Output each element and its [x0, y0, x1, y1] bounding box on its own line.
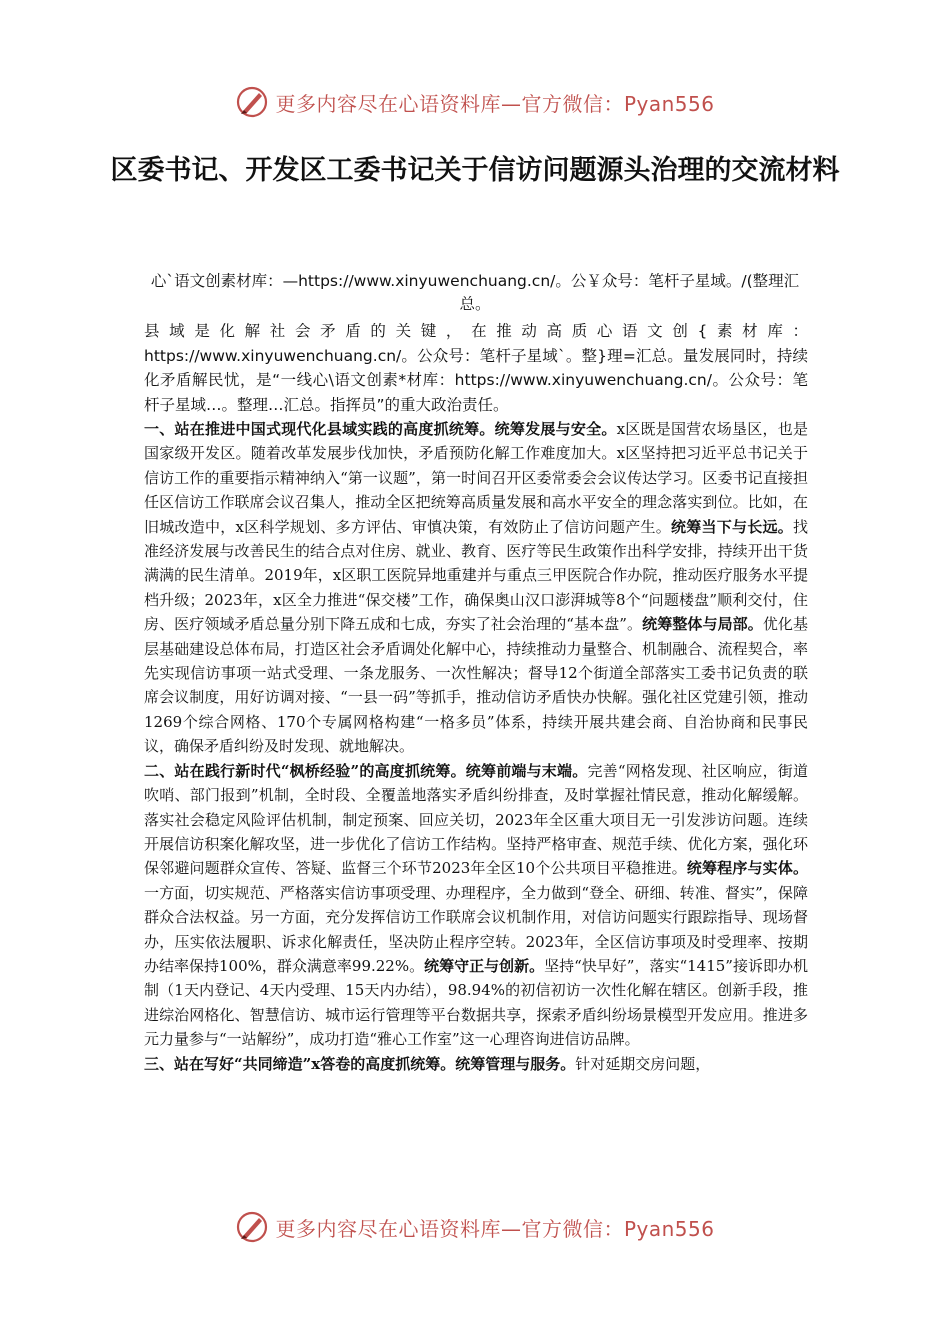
banner-text: 更多内容尽在心语资料库—官方微信：Pyan556 [275, 91, 715, 116]
paragraph-text: 找准经济发展与改善民生的结合点对住房、就业、教育、医疗等民生政策作出科学安排，持续开出干货满满的民生清单。2019年，x区职工医院异地重建并与重点三甲医院合作办院，推动医疗服务水平提档升级；2023年，x区全力推进“保交楼”工作，确保奥山汉口澎湃城等8个“问题楼盘”顺利交付，住房、医疗领域矛盾总量分别下降五成和七成，夯实了社会治理的“基本盘”。 [144, 517, 808, 634]
paragraph-text: 完善“网格发现、社区响应，街道吹哨、部门报到”机制，全时段、全覆盖地落实矛盾纠纷排查，及时掌握社情民意，推动化解缓解。落实社会稳定风险评估机制，制定预案、回应关切，2023年全区重大项目无一引发涉访问题。连续开展信访积案化解攻坚，进一步优化了信访工作结构。坚持严格审查、规范手续、优化方案，强化环保邻避问题群众宣传、答疑、监督三个环节2023年全区10个公共项目平稳推进。 [144, 761, 808, 878]
paragraph-text: x区既是国营农场垦区，也是国家级开发区。随着改革发展步伐加快，矛盾预防化解工作难度加大。x区坚持把习近平总书记关于信访工作的重要指示精神纳入“第一议题”，第一时间召开区委常委会会议传达学习。区委书记直接担任区信访工作联席会议召集人，推动全区把统筹高质量发展和高水平安全的理念落实到位。比如，在旧城改造中，x区科学规划、多方评估、审慎决策，有效防止了信访问题产生。 [144, 420, 808, 536]
footer-banner [0, 1207, 950, 1247]
subsection-heading: 统筹整体与局部。 [642, 615, 763, 634]
document-body [144, 319, 808, 1076]
section-heading: 二、站在践行新时代“枫桥经验”的高度抓统筹。 [144, 761, 466, 780]
subsection-heading: 统筹发展与安全。 [494, 420, 617, 438]
paragraph-text: 针对延期交房问题， [575, 1054, 711, 1073]
subsection-heading: 统筹前端与末端。 [465, 761, 588, 780]
pen-logo-icon [235, 1210, 269, 1244]
paragraph-text: 一方面，切实规范、严格落实信访事项受理、办理程序，全力做到“登全、研细、转准、督实”，保障群众合法权益。另一方面，充分发挥信访工作联席会议机制作用，对信访问题实行跟踪指导、现场督办，压实依法履职、诉求化解责任，坚决防止程序空转。2023年，全区信访事项及时受理率、按期办结率保持100%，群众满意率99.22%。 [144, 883, 808, 975]
section-paragraph [144, 1052, 808, 1076]
pen-logo-icon [235, 85, 269, 119]
section-paragraph [144, 417, 808, 759]
banner-text: 更多内容尽在心语资料库—官方微信：Pyan556 [275, 1216, 715, 1241]
paragraph-text: 优化基层基础建设总体布局，打造区社会矛盾调处化解中心，持续推动力量整合、机制融合、流程契合，率先实现信访事项一站式受理、一条龙服务、一次性解决；督导12个街道全部落实工委书记负责的联席会议制度，用好访调对接、“一县一码”等抓手，推动信访矛盾快办快解。强化社区党建引领，推动1269个综合网格、170个专属网格构建“一格多员”体系，持续开展共建会商、自治协商和民事民议，确保矛盾纠纷及时发现、就地解决。 [144, 615, 808, 756]
intro-paragraph: 县域是化解社会矛盾的关键，在推动高质心语文创{素材库：https://www.xinyuwenchuang.cn/。公众号：笔杆子星域`。整}理=汇总。量发展同时，持续化矛盾解民忧，是“一线心\语文创素*材库：https://www.xinyuwenchuang.cn/。公众号：笔杆子星域…。整理…汇总。指挥员”的重大政治责任。 [144, 322, 808, 414]
subsection-heading: 统筹当下与长远。 [671, 517, 793, 536]
section-paragraph [144, 759, 808, 1052]
subsection-heading: 统筹程序与实体。 [686, 859, 808, 878]
subsection-heading: 统筹守正与创新。 [424, 956, 545, 975]
subsection-heading: 统筹管理与服务。 [455, 1054, 576, 1073]
section-heading: 三、站在写好“共同缔造”x答卷的高度抓统筹。 [144, 1054, 456, 1073]
paragraph-text: 坚持“快早好”，落实“1415”接诉即办机制（1天内登记、4天内受理、15天内办结），98.94%的初信初访一次性化解在辖区。创新手段，推进综治网格化、智慧信访、城市运行管理等平台数据共享，探索矛盾纠纷场景模型开发应用。推进多元力量参与“一站解纷”，成功打造“雅心工作室”这一心理咨询进信访品牌。 [144, 956, 808, 1049]
source-line: 心`语文创素材库：—https://www.xinyuwenchuang.cn/。公￥众号：笔杆子星域。/(整理汇总。 [150, 272, 800, 313]
page-title: 区委书记、开发区工委书记关于信访问题源头治理的交流材料 [110, 155, 840, 186]
section-heading: 一、站在推进中国式现代化县域实践的高度抓统筹。 [144, 420, 495, 438]
header-banner [0, 82, 950, 122]
